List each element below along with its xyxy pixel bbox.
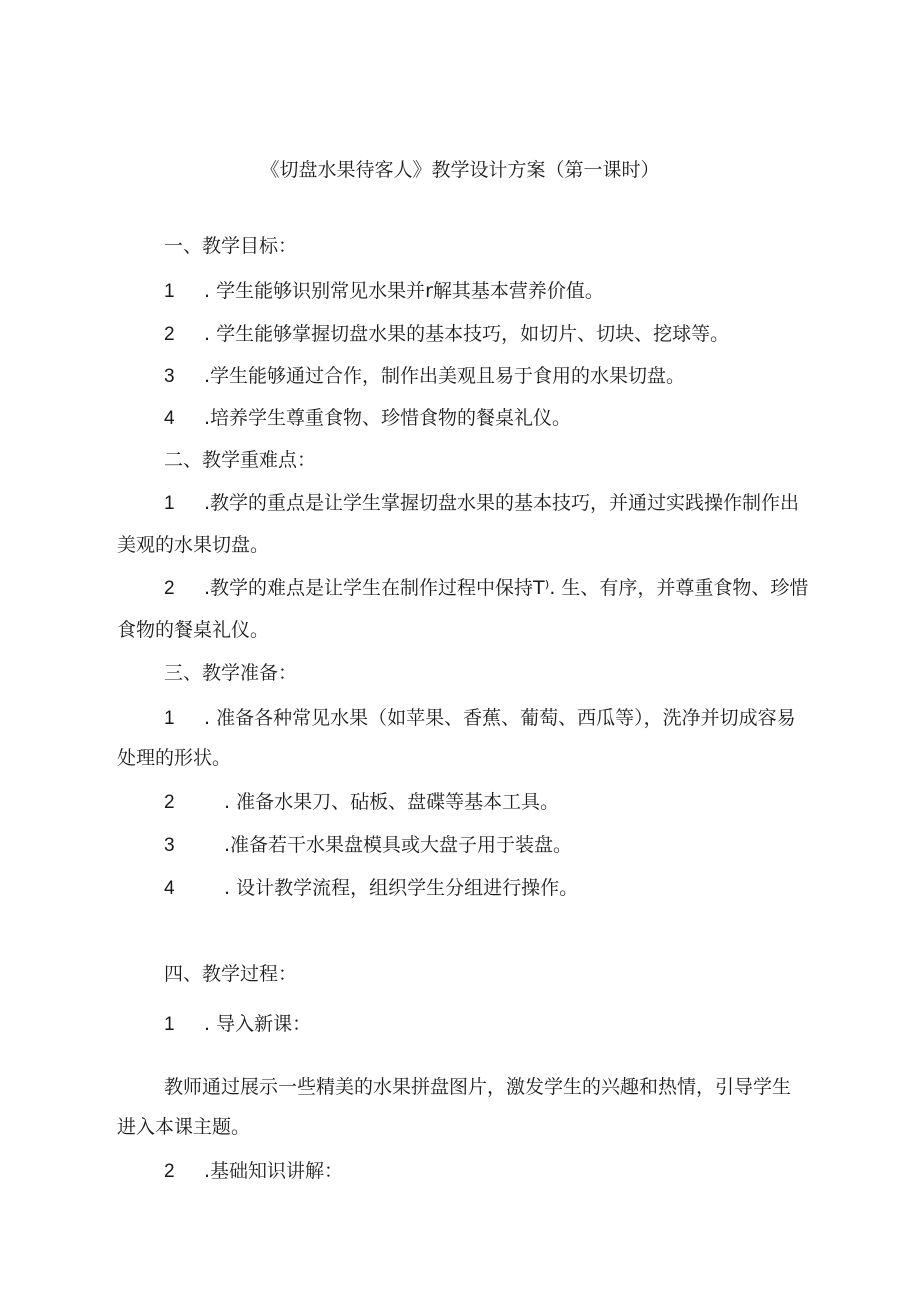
list-item <box>164 1159 343 1184</box>
list-item <box>164 576 808 601</box>
list-item <box>164 322 729 347</box>
list-item-number: 1 <box>164 708 175 729</box>
list-item <box>164 1012 311 1037</box>
list-item-number: 2 <box>164 792 175 813</box>
list-item <box>164 876 578 901</box>
list-item-text: .基础知识讲解： <box>204 1160 344 1182</box>
list-item-text: . 设计教学流程，组织学生分组进行操作。 <box>224 877 579 899</box>
list-item-text: .培养学生尊重食物、珍惜食物的餐桌礼仪。 <box>204 407 572 429</box>
body-paragraph: 教师通过展示一些精美的水果拼盘图片，激发学生的兴趣和热情，引导学生 <box>164 1076 792 1098</box>
body-paragraph-continuation: 进入本课主题。 <box>117 1116 251 1138</box>
section-heading-preparation: 三、教学准备： <box>164 662 298 684</box>
list-item <box>164 833 572 858</box>
list-item-text: . 导入新课： <box>204 1013 312 1035</box>
list-item-continuation: 食物的餐桌礼仪。 <box>117 619 270 641</box>
list-item-text: .教学的重点是让学生掌握切盘水果的基本技巧，并通过实践操作制作出 <box>204 492 800 514</box>
list-item-number: 1 <box>164 281 175 302</box>
list-item-number: 2 <box>164 1161 175 1182</box>
list-item-number: 4 <box>164 408 175 429</box>
list-item <box>164 406 571 431</box>
list-item-number: 1 <box>164 493 175 514</box>
list-item-number: 2 <box>164 324 175 345</box>
section-heading-difficulties: 二、教学重难点： <box>164 449 317 471</box>
list-item-number: 3 <box>164 835 175 856</box>
list-item-number: 4 <box>164 878 175 899</box>
section-heading-goals: 一、教学目标： <box>164 235 298 257</box>
list-item-text: . 准备水果刀、砧板、盘碟等基本工具。 <box>224 791 560 813</box>
list-item <box>164 279 604 304</box>
list-item-text: . 学生能够掌握切盘水果的基本技巧，如切片、切块、挖球等。 <box>204 323 730 345</box>
list-item-text: .准备若干水果盘模具或大盘子用于装盘。 <box>224 834 573 856</box>
section-heading-process: 四、教学过程： <box>164 963 298 985</box>
list-item-text: .学生能够通过合作，制作出美观且易于食用的水果切盘。 <box>204 365 686 387</box>
list-item <box>164 790 559 815</box>
list-item <box>164 491 799 516</box>
list-item-number: 3 <box>164 366 175 387</box>
list-item-number: 1 <box>164 1014 175 1035</box>
list-item-text: . 准备各种常见水果（如苹果、香蕉、葡萄、西瓜等），洗净并切成容易 <box>204 707 796 729</box>
list-item-continuation: 美观的水果切盘。 <box>117 534 270 556</box>
list-item-continuation: 处理的形状。 <box>117 747 232 769</box>
page-title: 《切盘水果待客人》教学设计方案（第一课时） <box>260 159 660 181</box>
list-item <box>164 364 685 389</box>
list-item-number: 2 <box>164 578 175 599</box>
list-item <box>164 706 796 731</box>
list-item-text: . 学生能够识别常见水果并r解其基本营养价值。 <box>204 280 604 302</box>
list-item-text: .教学的难点是让学生在制作过程中保持T⁾. 生、有序，并尊重食物、珍惜 <box>204 577 809 599</box>
